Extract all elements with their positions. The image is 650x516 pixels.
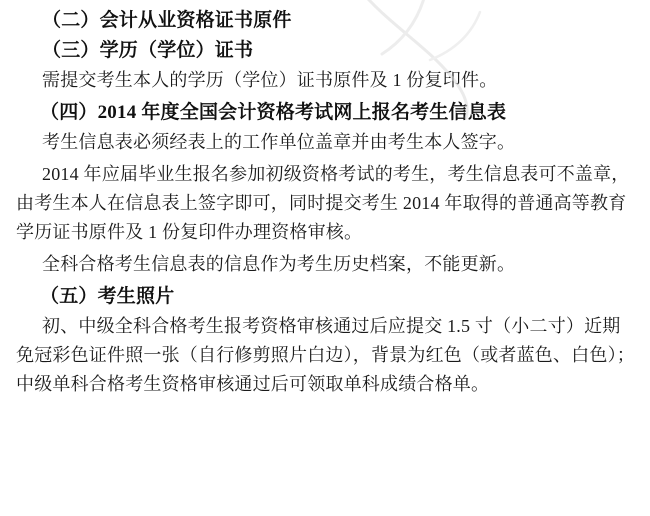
section-heading-2: （二）会计从业资格证书原件 xyxy=(42,10,292,31)
paragraph-photo-1: 初、中级全科合格考生报考资格审核通过后应提交 1.5 寸（小二寸）近期 xyxy=(42,316,621,336)
section-heading-3: （三）学历（学位）证书 xyxy=(42,40,254,61)
paragraph-graduates-1: 2014 年应届毕业生报名参加初级资格考试的考生，考生信息表可不盖章， xyxy=(42,164,630,184)
paragraph-graduates-3: 学历证书原件及 1 份复印件办理资格审核。 xyxy=(16,222,363,242)
section-heading-5: （五）考生照片 xyxy=(40,286,175,307)
paragraph-graduates-2: 由考生本人在信息表上签字即可，同时提交考生 2014 年取得的普通高等教育 xyxy=(16,193,627,213)
paragraph-info-form-stamp: 考生信息表必须经表上的工作单位盖章并由考生本人签字。 xyxy=(42,132,516,152)
paragraph-degree-certificate: 需提交考生本人的学历（学位）证书原件及 1 份复印件。 xyxy=(42,70,498,90)
section-heading-4: （四）2014 年度全国会计资格考试网上报名考生信息表 xyxy=(40,102,507,123)
paragraph-history-archive: 全科合格考生信息表的信息作为考生历史档案，不能更新。 xyxy=(42,254,516,274)
paragraph-photo-2: 免冠彩色证件照一张（自行修剪照片白边），背景为红色（或者蓝色、白色）； xyxy=(16,345,635,365)
paragraph-photo-3: 中级单科合格考生资格审核通过后可领取单科成绩合格单。 xyxy=(16,374,490,394)
